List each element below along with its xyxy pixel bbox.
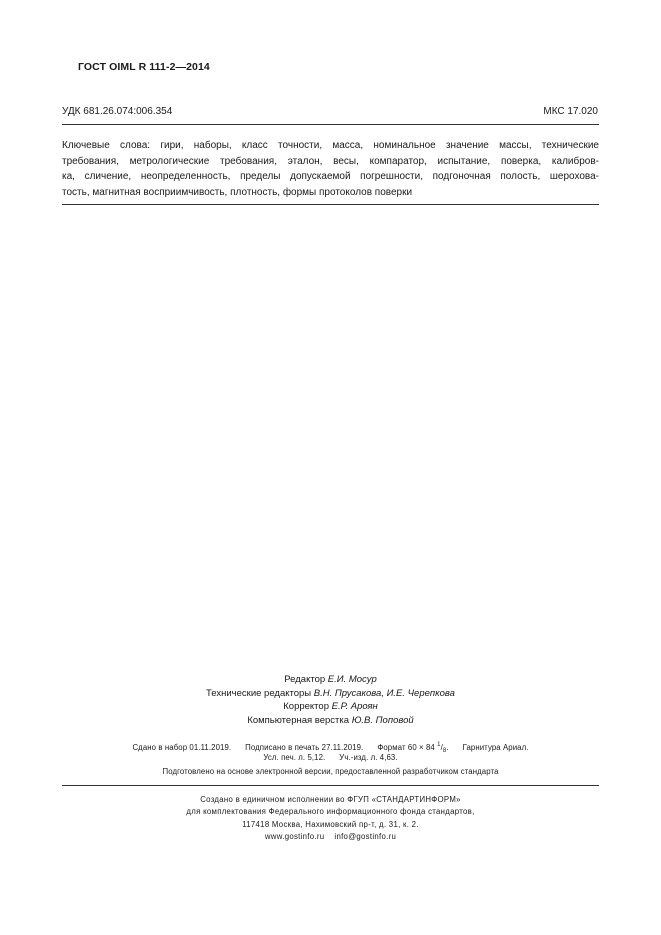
standard-code: ГОСТ OIML R 111-2—2014 <box>78 61 210 73</box>
keywords-line: ка, сличение, неопределенность, пределы допускаемой погрешности, подгоночная полость, шерохова- <box>62 171 599 182</box>
layout-label: Компьютерная верстка <box>247 714 352 726</box>
prepared-note: Подготовлено на основе электронной версии, предоставленной разработчиком стандарта <box>162 767 499 776</box>
imprint-line-2 <box>62 752 599 764</box>
keywords-divider <box>62 204 599 205</box>
website-link[interactable]: www.gostinfo.ru <box>264 832 325 841</box>
font-info: Гарнитура Ариал. <box>462 743 529 752</box>
tech-label: Технические редакторы <box>206 687 314 699</box>
signed-date: Подписано в печать 27.11.2019. <box>245 743 364 752</box>
credit-layout <box>62 714 599 728</box>
corrector-name: Е.Р. Ароян <box>331 701 378 712</box>
format-info: Формат 60 × 84 $^1/_8$. <box>377 742 449 754</box>
publisher-line-1: Создано в единичном исполнении во ФГУП «СТАНДАРТИНФОРМ» <box>200 795 461 804</box>
editor-label: Редактор <box>284 674 328 685</box>
keywords-line: тость, магнитная восприимчивость, плотность, формы протоколов поверки <box>62 186 413 198</box>
credit-editor <box>62 673 599 687</box>
mks-code: МКС 17.020 <box>543 106 598 117</box>
pub-sheets: Уч.-изд. л. 4,63. <box>339 753 398 762</box>
credit-corrector <box>62 700 599 714</box>
print-sheets: Усл. печ. л. 5,12. <box>263 753 326 762</box>
udk-code: УДК 681.26.074:006.354 <box>62 106 173 117</box>
keywords-line: требования, метрологические требования, эталон, весы, компаратор, испытание, поверка, калибров- <box>62 155 599 167</box>
keywords-line: Ключевые слова: гири, наборы, класс точности, масса, номинальное значение массы, технические <box>62 140 599 151</box>
typeset-date: Сдано в набор 01.11.2019. <box>132 743 232 752</box>
email-link[interactable]: info@gostinfo.ru <box>334 832 397 841</box>
editor-name: Е.И. Мосур <box>327 674 377 685</box>
tech-names: В.Н. Прусакова, И.Е. Черепкова <box>313 687 455 699</box>
publisher-address: 117418 Москва, Нахимовский пр-т, д. 31, к. 2. <box>242 820 419 829</box>
credits-block <box>62 673 599 727</box>
credit-tech-editors <box>62 687 599 701</box>
corrector-label: Корректор <box>283 701 332 712</box>
top-divider <box>62 124 599 125</box>
footer-divider <box>62 785 599 786</box>
layout-name: Ю.В. Поповой <box>351 714 414 726</box>
publisher-line-2: для комплектования Федерального информационного фонда стандартов, <box>186 807 475 816</box>
publisher-contacts <box>62 831 599 843</box>
keywords-block <box>62 138 599 200</box>
